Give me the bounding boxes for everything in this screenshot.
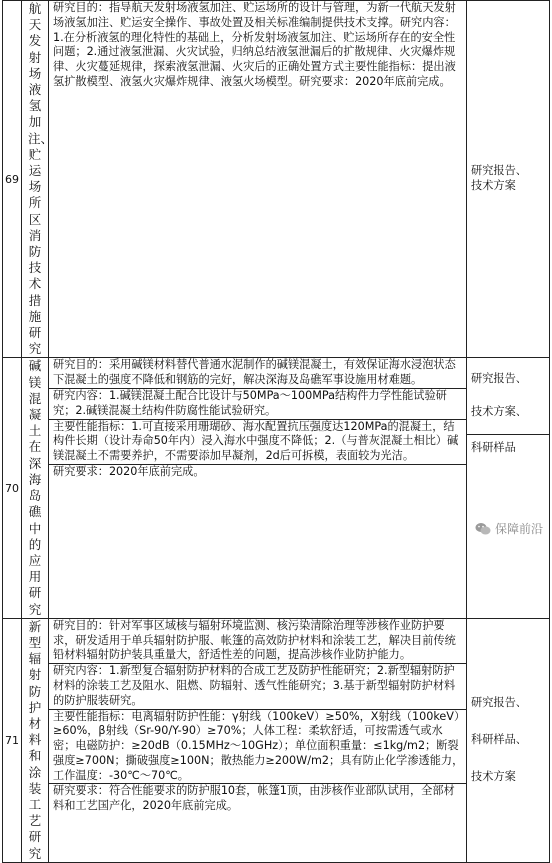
content-paragraph: 主要性能指标：1.可直接采用珊瑚砂、海水配置抗压强度达120MPa的混凝土，结构件长期（设计寿命50年内）浸入海水中强度不降低；2.（与普灰混凝土相比）碱镁混凝土不需要养护，不需要添加早凝剂，2d后可拆模，表面较为光洁。 — [49, 419, 466, 464]
deliverable-item: 技术方案 — [471, 769, 516, 783]
deliverable-item: 研究报告、 — [471, 164, 527, 178]
wechat-icon — [475, 522, 491, 536]
row-number: 69 — [3, 1, 22, 358]
project-name: 碱镁混凝土在深海岛礁中的应用研究 — [28, 358, 42, 617]
content-paragraph: 研究内容：1.碱镁混凝土配合比设计与50MPa～100MPa结构件力学性能试验研究；2.碱镁混凝土结构件防腐性能试验研究。 — [49, 388, 466, 419]
table-row — [3, 618, 550, 862]
table-row — [3, 1, 550, 358]
deliverable-item: 研究报告、 — [471, 696, 527, 710]
content-paragraph: 研究要求：2020年底前完成。 — [49, 464, 466, 480]
deliverable-item: 技术方案、 — [471, 405, 527, 419]
project-name-cell — [22, 1, 54, 358]
deliverables-cell — [467, 358, 550, 618]
deliverable-item: 科研样品、 — [471, 732, 527, 746]
content-paragraph: 研究要求：符合性能要求的防护服10套，帐篷1顶，由涉核作业部队试用，全部材料和工艺国产化，2020年底前完成。 — [49, 783, 466, 814]
table-row — [3, 358, 550, 618]
row-number: 70 — [3, 358, 22, 618]
research-content-cell — [49, 618, 467, 862]
watermark — [472, 519, 546, 538]
deliverables-cell — [467, 1, 550, 358]
watermark-text: 保障前沿 — [494, 522, 543, 536]
deliverables-cell — [467, 618, 550, 862]
research-content-cell — [49, 358, 467, 618]
requirements-table — [2, 0, 550, 863]
project-name: 航天发射场液氢加注、贮运场所区消防技术措施研究 — [28, 1, 54, 357]
deliverable-item: 技术方案 — [471, 179, 516, 193]
content-paragraph: 研究内容：1.新型复合辐射防护材料的合成工艺及防护性能研究；2.新型辐射防护材料的涂装工艺及阻水、阻燃、防辐射、透气性能研究；3.基于新型辐射防护材料的防护服装研究。 — [49, 663, 466, 708]
project-name: 新型辐射防护材料和涂装工艺研究 — [28, 618, 42, 861]
research-content-cell — [49, 1, 467, 358]
content-paragraph: 研究目的：采用碱镁材料替代普通水泥制作的碱镁混凝土，有效保证海水浸泡状态下混凝土的强度不降低和钢筋的完好，解决深海及岛礁军事设施用材难题。 — [53, 358, 456, 387]
deliverable-item: 研究报告、 — [471, 372, 527, 386]
row-number: 71 — [3, 618, 22, 862]
content-paragraph: 研究目的：指导航天发射场液氢加注、贮运场所的设计与管理，为新一代航天发射场液氢加注、贮运安全操作、事故处置及相关标准编制提供技术支撑。研究内容：1.在分析液氢的理化特性的基础上，分析发射场液氢加注、贮运场所存在的安全性问题；2.通过液氢泄漏、火灾试验，归纳总结液氢泄漏后的扩散规律、火灾爆炸规律、火灾蔓延规律，探索液氢泄漏、火灾后的正确处置方式主要性能指标：提出液氢扩散模型、液氢火灾爆炸规律、液氢火场模型。研究要求：2020年底前完成。 — [53, 1, 456, 88]
content-paragraph: 研究目的：针对军事区域核与辐射环境监测、核污染清除治理等涉核作业防护要求，研发适用于单兵辐射防护服、帐篷的高效防护材料和涂装工艺，解决目前传统铅材料辐射防护装具重量大，舒适性差的问题，提高涉核作业防护能力。 — [53, 618, 456, 662]
project-name-cell — [22, 618, 49, 862]
deliverable-item: 科研样品 — [467, 434, 549, 456]
project-name-cell — [22, 358, 49, 618]
content-paragraph: 主要性能指标：电离辐射防护性能：γ射线（100keV）≥50%，X射线（100keV）≥60%，β射线（Sr-90/Y-90）≥70%；人体工程：柔软舒适，可按需透气或水密；电磁防护：≥20dB（0.15MHz～10GHz）；单位面积重量：≤1kg/m2；断裂强度≥700N；撕破强度≥100N；散热能力≥200W/m2；具有防止化学渗透能力，工作温度：-30℃～70℃。 — [49, 709, 466, 784]
